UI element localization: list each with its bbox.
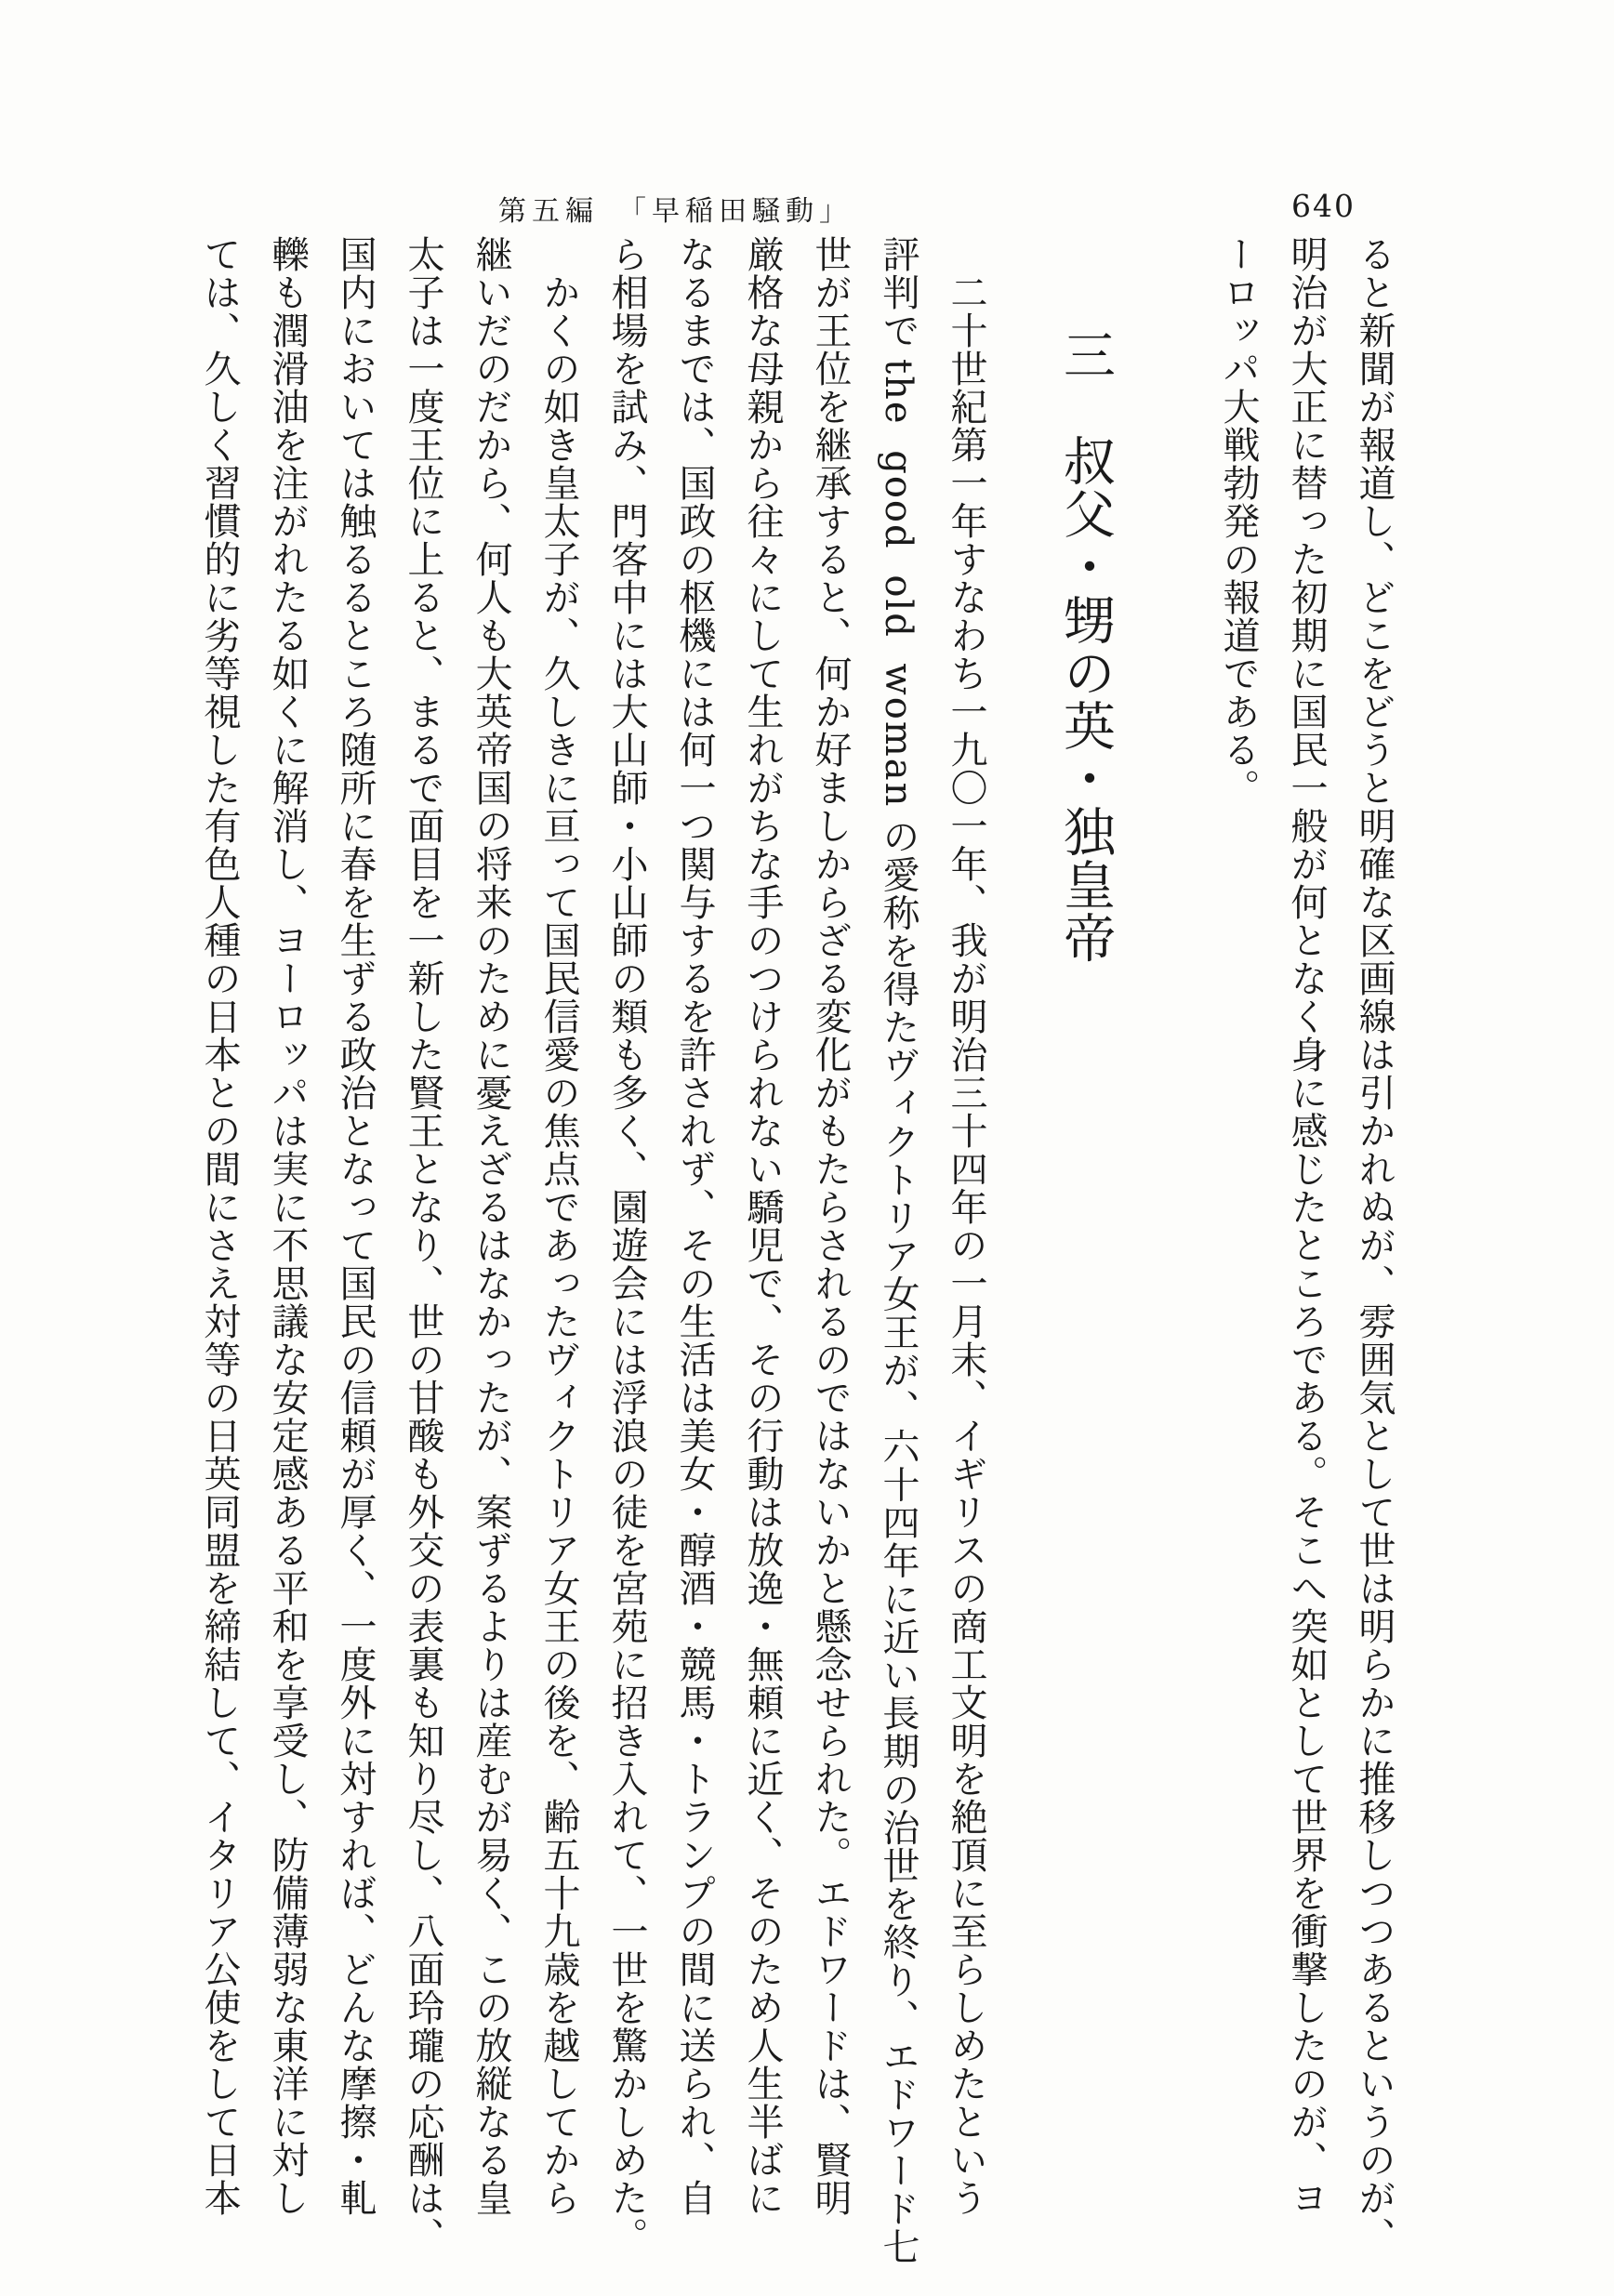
text-line: ーロッパ大戦勃発の報道である。	[1217, 235, 1260, 807]
text-line: 厳格な母親から往々にして生れがちな手のつけられない驕児で、その行動は放逸・無頼に近く、そのため人生半ばに	[741, 235, 784, 2217]
page-number: 640	[1291, 188, 1356, 224]
text-line: 二十世紀第一年すなわち一九〇一年、我が明治三十四年の一月末、イギリスの商工文明を絶頂に至らしめたという	[945, 235, 987, 2217]
section-heading: 三 叔父・甥の英・独皇帝	[1055, 328, 1116, 964]
text-line-with-latin	[864, 235, 932, 2271]
page-body-vertical-text	[185, 235, 1408, 2271]
text-line: ては、久しく習慣的に劣等視した有色人種の日本との間にさえ対等の日英同盟を締結して、イタリア公使をして日本	[198, 235, 241, 2217]
text-line: かくの如き皇太子が、久しきに亘って国民信愛の焦点であったヴィクトリア女王の後を、齢五十九歳を越してから	[537, 235, 580, 2217]
text-line: 継いだのだから、何人も大英帝国の将来のために憂えざるはなかったが、案ずるよりは産むが易く、この放縦なる皇	[470, 235, 512, 2217]
text-line: 太子は一度王位に上ると、まるで面目を一新した賢王となり、世の甘酸も外交の表裏も知り尽し、八面玲瓏の応酬は、	[402, 235, 444, 2255]
text-segment: の愛称を得たヴィクトリア女王が、六十四年に近い長期の治世を終り、エドワード七	[877, 817, 919, 2266]
text-line: 国内においては触るるところ随所に春を生ずる政治となって国民の信頼が厚く、一度外に対すれば、どんな摩擦・軋	[334, 235, 377, 2217]
text-line: 世が王位を継承すると、何か好ましからざる変化がもたらされるのではないかと懸念せられた。エドワードは、賢明	[809, 235, 852, 2217]
text-line: なるまでは、国政の枢機には何一つ関与するを許されず、その生活は美女・醇酒・競馬・トランプの間に送られ、自	[673, 235, 716, 2217]
text-line: 明治が大正に替った初期に国民一般が何となく身に感じたところである。そこへ突如として世界を衝撃したのが、ヨ	[1285, 235, 1328, 2217]
text-line: ると新聞が報道し、どこをどうと明確な区画線は引かれぬが、雰囲気として世は明らかに推移しつつあるというのが、	[1353, 235, 1396, 2255]
text-segment: 評判で	[877, 235, 919, 350]
text-line: ら相場を試み、門客中には大山師・小山師の類も多く、園遊会には浮浪の徒を宮苑に招き入れて、一世を驚かしめた。	[605, 235, 648, 2255]
text-line: 轢も潤滑油を注がれたる如くに解消し、ヨーロッパは実に不思議な安定感ある平和を享受し、防備薄弱な東洋に対し	[266, 235, 309, 2217]
chapter-title: 第五編 「早稲田騒動」	[498, 195, 853, 228]
running-header	[0, 188, 1614, 229]
latin-phrase: the good old woman	[877, 359, 919, 809]
